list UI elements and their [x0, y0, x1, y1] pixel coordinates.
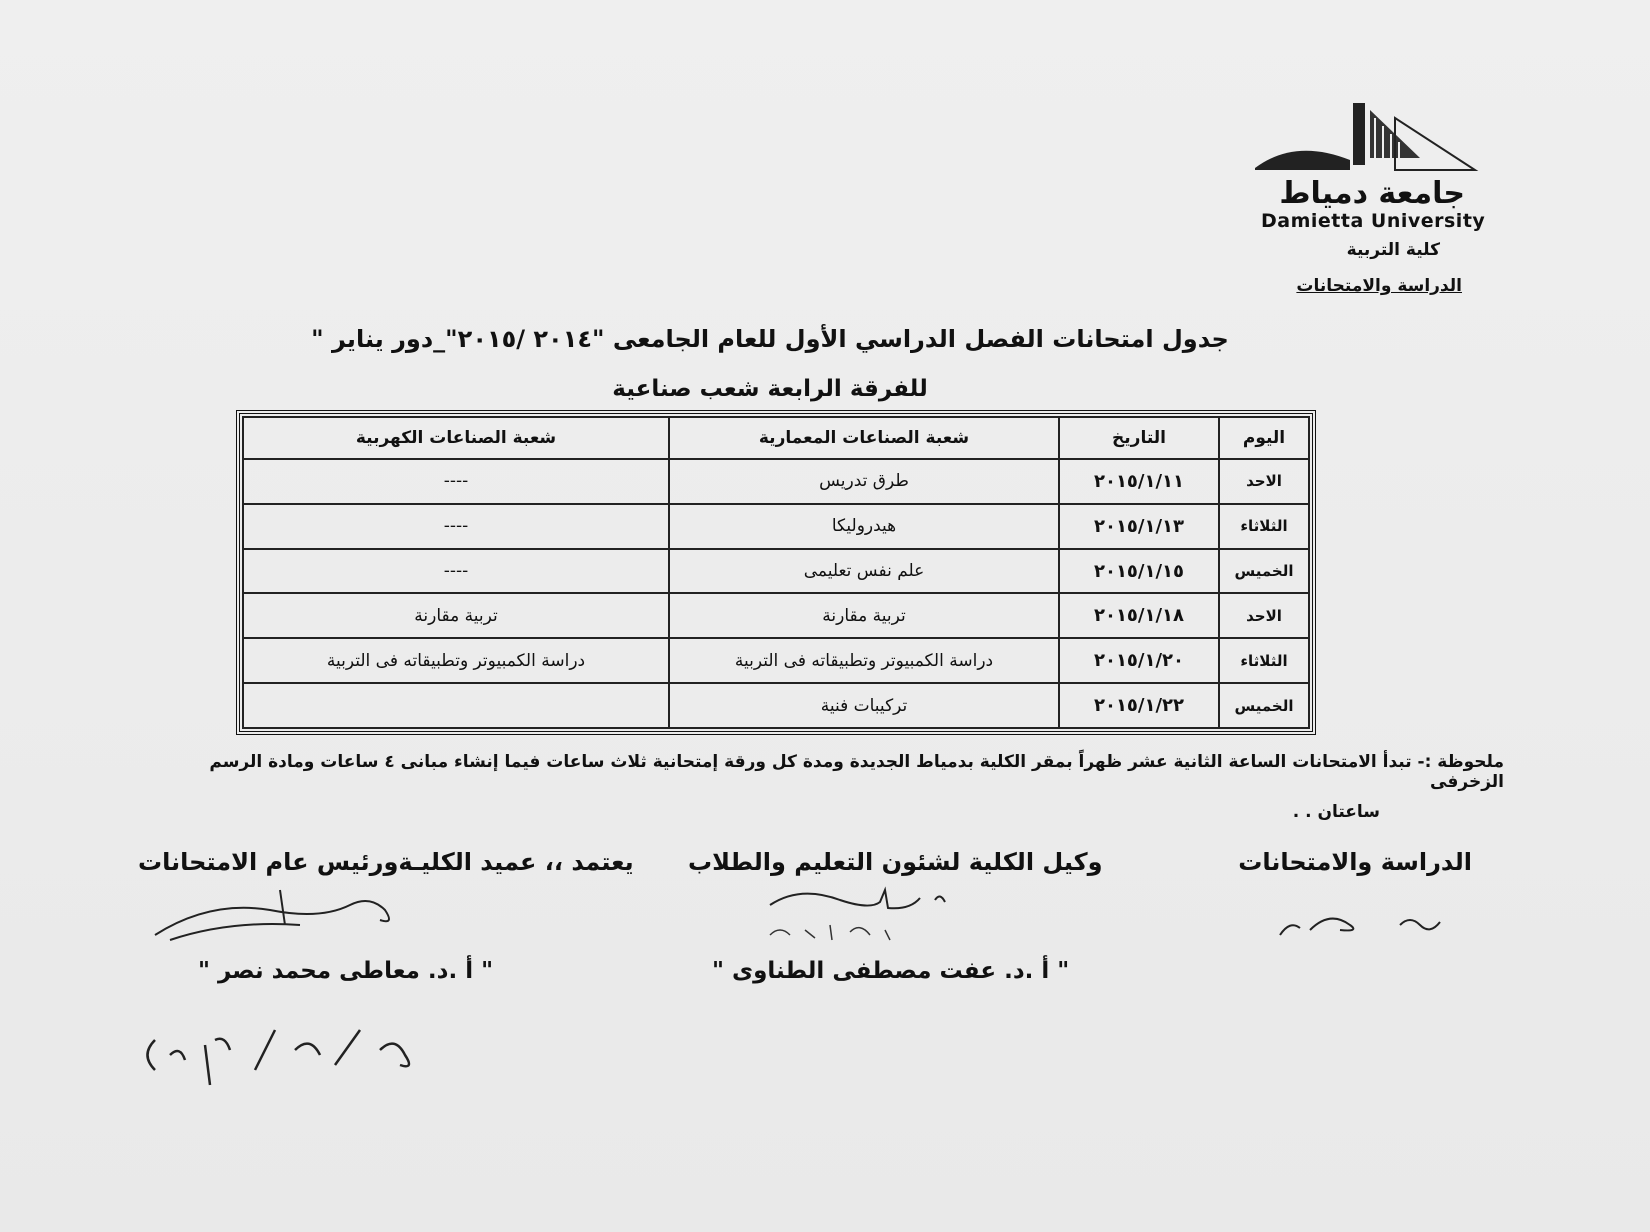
cell-date: ٢٠١٥/١/٢٠: [1059, 638, 1219, 683]
signature-dean-title: يعتمد ،، عميد الكليـةورئيس عام الامتحانات: [138, 848, 634, 876]
page-title: جدول امتحانات الفصل الدراسي الأول للعام الجامعى "٢٠١٤ /٢٠١٥"_دور يناير ": [311, 325, 1229, 353]
table-row: [243, 683, 1309, 728]
cell-date: ٢٠١٥/١/١٣: [1059, 504, 1219, 549]
cell-electrical: ----: [243, 459, 669, 504]
logo-arabic-name: جامعة دمياط: [1279, 176, 1465, 211]
cell-date: ٢٠١٥/١/١١: [1059, 459, 1219, 504]
header-electrical: شعبة الصناعات الكهربية: [243, 417, 669, 459]
cell-date: ٢٠١٥/١/١٥: [1059, 549, 1219, 594]
logo-english-name: Damietta University: [1261, 210, 1486, 232]
cell-day: الثلاثاء: [1219, 504, 1309, 549]
page-subtitle: للفرقة الرابعة شعب صناعية: [612, 376, 928, 402]
department-name: الدراسة والامتحانات: [1296, 276, 1462, 296]
cell-electrical: [243, 683, 669, 728]
cell-electrical: ----: [243, 504, 669, 549]
signature-exams-handwriting-icon: [1270, 900, 1470, 950]
table-row: [243, 549, 1309, 594]
header-day: اليوم: [1219, 417, 1309, 459]
table-row: [243, 504, 1309, 549]
schedule-note: ملحوظة :- تبدأ الامتحانات الساعة الثانية عشر ظهراً بمقر الكلية بدمياط الجديدة ومدة كل ورقة إمتحانية ثلاث ساعات فيما إنشاء مبانى ٤ ساعات ومادة الرسم الزخرفى: [209, 752, 1504, 792]
signature-dean-handwriting-icon: [150, 880, 410, 950]
cell-electrical: دراسة الكمبيوتر وتطبيقاته فى التربية: [243, 638, 669, 683]
cell-date: ٢٠١٥/١/٢٢: [1059, 683, 1219, 728]
table-header-row: [243, 417, 1309, 459]
logo-emblem-icon: [1255, 98, 1505, 178]
cell-electrical: تربية مقارنة: [243, 593, 669, 638]
signature-dean-date-handwriting-icon: [135, 1010, 435, 1090]
schedule-note-continuation: ساعتان . .: [1292, 802, 1380, 822]
exam-schedule-table: [236, 410, 1316, 735]
table-row: [243, 593, 1309, 638]
signature-dean-name: " أ .د. معاطى محمد نصر ": [198, 958, 494, 984]
cell-date: ٢٠١٥/١/١٨: [1059, 593, 1219, 638]
cell-electrical: ----: [243, 549, 669, 594]
header-architectural: شعبة الصناعات المعمارية: [669, 417, 1059, 459]
cell-architectural: تركيبات فنية: [669, 683, 1059, 728]
cell-architectural: تربية مقارنة: [669, 593, 1059, 638]
university-logo: [1255, 98, 1505, 243]
signature-exams-title: الدراسة والامتحانات: [1238, 848, 1472, 876]
cell-day: الاحد: [1219, 593, 1309, 638]
cell-architectural: علم نفس تعليمى: [669, 549, 1059, 594]
header-date: التاريخ: [1059, 417, 1219, 459]
signature-vice-dean-name: " أ .د. عفت مصطفى الطناوى ": [712, 958, 1070, 984]
cell-architectural: هيدروليكا: [669, 504, 1059, 549]
cell-architectural: طرق تدريس: [669, 459, 1059, 504]
cell-day: الخميس: [1219, 549, 1309, 594]
cell-day: الخميس: [1219, 683, 1309, 728]
faculty-name: كلية التربية: [1346, 240, 1440, 260]
cell-architectural: دراسة الكمبيوتر وتطبيقاته فى التربية: [669, 638, 1059, 683]
signature-vice-dean-handwriting-icon: [760, 880, 980, 950]
table-row: [243, 459, 1309, 504]
cell-day: الثلاثاء: [1219, 638, 1309, 683]
table-row: [243, 638, 1309, 683]
cell-day: الاحد: [1219, 459, 1309, 504]
signature-vice-dean-title: وكيل الكلية لشئون التعليم والطلاب: [688, 848, 1103, 876]
